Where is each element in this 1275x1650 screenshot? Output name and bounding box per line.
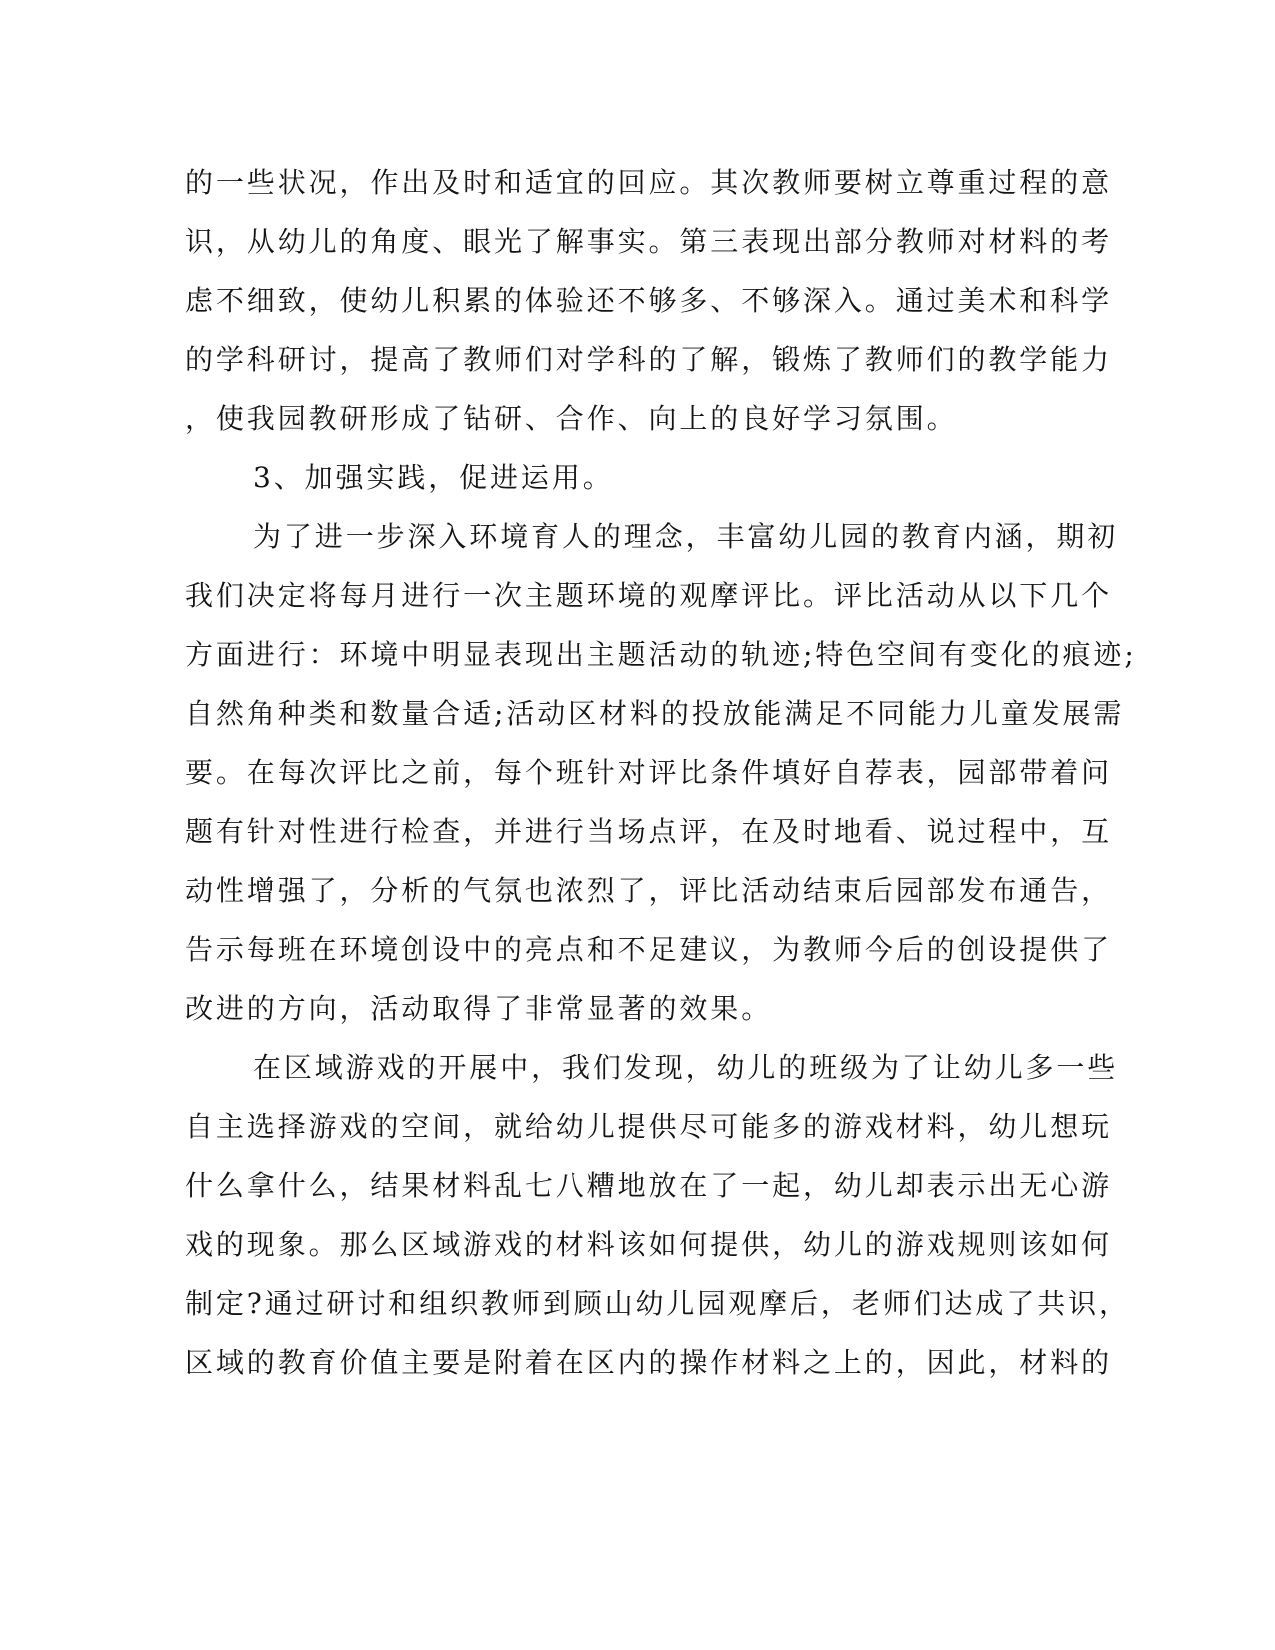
text-line: 在区域游戏的开展中，我们发现，幼儿的班级为了让幼儿多一些 <box>253 1051 1119 1084</box>
text-line: 为了进一步深入环境育人的理念，丰富幼儿园的教育内涵，期初 <box>253 520 1119 553</box>
text-line: 自然角种类和数量合适;活动区材料的投放能满足不同能力儿童发展需 <box>185 697 1125 730</box>
text-line: 什么拿什么，结果材料乱七八糟地放在了一起，幼儿却表示出无心游 <box>185 1169 1113 1202</box>
text-line: 要。在每次评比之前，每个班针对评比条件填好自荐表，园部带着问 <box>185 756 1113 789</box>
text-line: 方面进行：环境中明显表现出主题活动的轨迹;特色空间有变化的痕迹; <box>185 638 1137 671</box>
body-text <box>185 153 1137 1392</box>
text-line: 改进的方向，活动取得了非常显著的效果。 <box>185 992 773 1025</box>
text-line: ，使我园教研形成了钻研、合作、向上的良好学习氛围。 <box>185 402 958 435</box>
text-line: 戏的现象。那么区域游戏的材料该如何提供，幼儿的游戏规则该如何 <box>185 1228 1113 1261</box>
text-line: 虑不细致，使幼儿积累的体验还不够多、不够深入。通过美术和科学 <box>185 284 1113 317</box>
text-line: 动性增强了，分析的气氛也浓烈了，评比活动结束后园部发布通告， <box>185 874 1113 907</box>
text-line: 我们决定将每月进行一次主题环境的观摩评比。评比活动从以下几个 <box>185 579 1113 612</box>
text-line: 识，从幼儿的角度、眼光了解事实。第三表现出部分教师对材料的考 <box>185 225 1113 258</box>
text-line: 的学科研讨，提高了教师们对学科的了解，锻炼了教师们的教学能力 <box>185 343 1113 376</box>
text-line: 自主选择游戏的空间，就给幼儿提供尽可能多的游戏材料，幼儿想玩 <box>185 1110 1113 1143</box>
text-line: 告示每班在环境创设中的亮点和不足建议，为教师今后的创设提供了 <box>185 933 1113 966</box>
text-line: 制定?通过研讨和组织教师到顾山幼儿园观摩后，老师们达成了共识， <box>185 1287 1130 1320</box>
text-line: 区域的教育价值主要是附着在区内的操作材料之上的，因此，材料的 <box>185 1346 1113 1379</box>
section-heading: 3、加强实践，促进运用。 <box>253 461 614 494</box>
text-line: 的一些状况，作出及时和适宜的回应。其次教师要树立尊重过程的意 <box>185 166 1113 199</box>
text-line: 题有针对性进行检查，并进行当场点评，在及时地看、说过程中，互 <box>185 815 1113 848</box>
